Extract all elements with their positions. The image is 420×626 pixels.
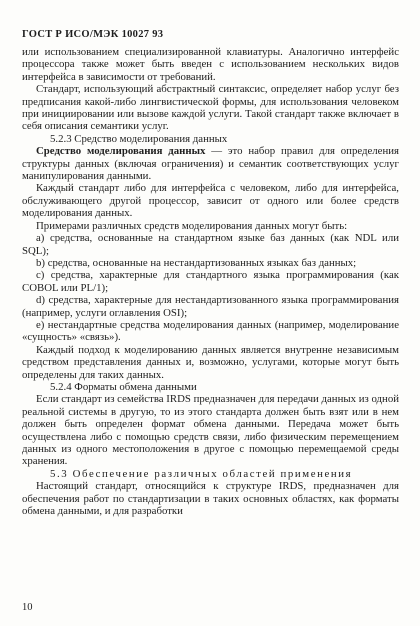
page-header: ГОСТ Р ИСО/МЭК 10027 93: [22, 29, 164, 40]
section-heading-5-2-3: 5.2.3 Средство моделирования данных: [50, 132, 228, 145]
list-item: b) средства, основанные на нестандартизованных языках баз данных;: [36, 256, 357, 269]
list-item: d) средства, характерные для нестандартизованного языка программирования (например, услуги оглавления OSI);: [22, 294, 399, 319]
list-item: а) средства, основанные на стандартном языке баз данных (как NDL или SQL);: [22, 232, 399, 257]
list-item: c) средства, характерные для стандартного языка программирования (как COBOL или PL/1);: [22, 269, 399, 294]
paragraph: Каждый стандарт либо для интерфейса с человеком, либо для интерфейса, обслуживающего другой процессор, зависит от одного или более средств моделирования данных.: [22, 182, 399, 220]
paragraph: или использованием специализированной клавиатуры. Аналогично интерфейс процессора также может быть введен с использованием нескольких видов интерфейса в зависимости от требований.: [22, 46, 399, 83]
definition-text: — это набор правил для определения структуры данных (включая ограничения) и семантик соответствующих услуг манипулирования данными.: [22, 145, 399, 183]
list-item: e) нестандартные средства моделирования данных (например, моделирование «сущность» «связь»).: [22, 318, 399, 344]
definition-paragraph: [22, 145, 399, 182]
paragraph: Стандарт, использующий абстрактный синтаксис, определяет набор услуг без предписания какой-либо лингвистической формы, для использования человеком при инициировании или вызове каждой услуги. Такой стандарт также включает в себя описания семантики услуг.: [22, 83, 399, 133]
section-heading-5-3: 5.3 Обеспечение различных областей применения: [50, 467, 353, 480]
defined-term: Средство моделирования данных: [36, 145, 206, 158]
body-text: [22, 46, 399, 517]
paragraph: Каждый подход к моделированию данных является внутренне независимым средством представления данных и, возможно, услугами, которые могут быть определены для таких данных.: [22, 343, 399, 381]
section-heading-5-2-4: 5.2.4 Форматы обмена данными: [50, 380, 197, 393]
paragraph: Настоящий стандарт, относящийся к структуре IRDS, предназначен для обеспечения работ по стандартизации в таких основных областях, как форматы обмена данными, и для разработки: [22, 480, 399, 518]
paragraph: Если стандарт из семейства IRDS предназначен для передачи данных из одной реальной системы в другую, то из этого стандарта должен быть взят или в нем должен быть определен формат обмена данными. Передача может быть осуществлена либо с помощью средств связи, либо физическим перемещением данных из одного местоположения в другое с помощью перемещаемой среды хранения.: [22, 393, 399, 468]
page-number: 10: [22, 602, 33, 613]
paragraph: Примерами различных средств моделирования данных могут быть:: [36, 219, 348, 232]
